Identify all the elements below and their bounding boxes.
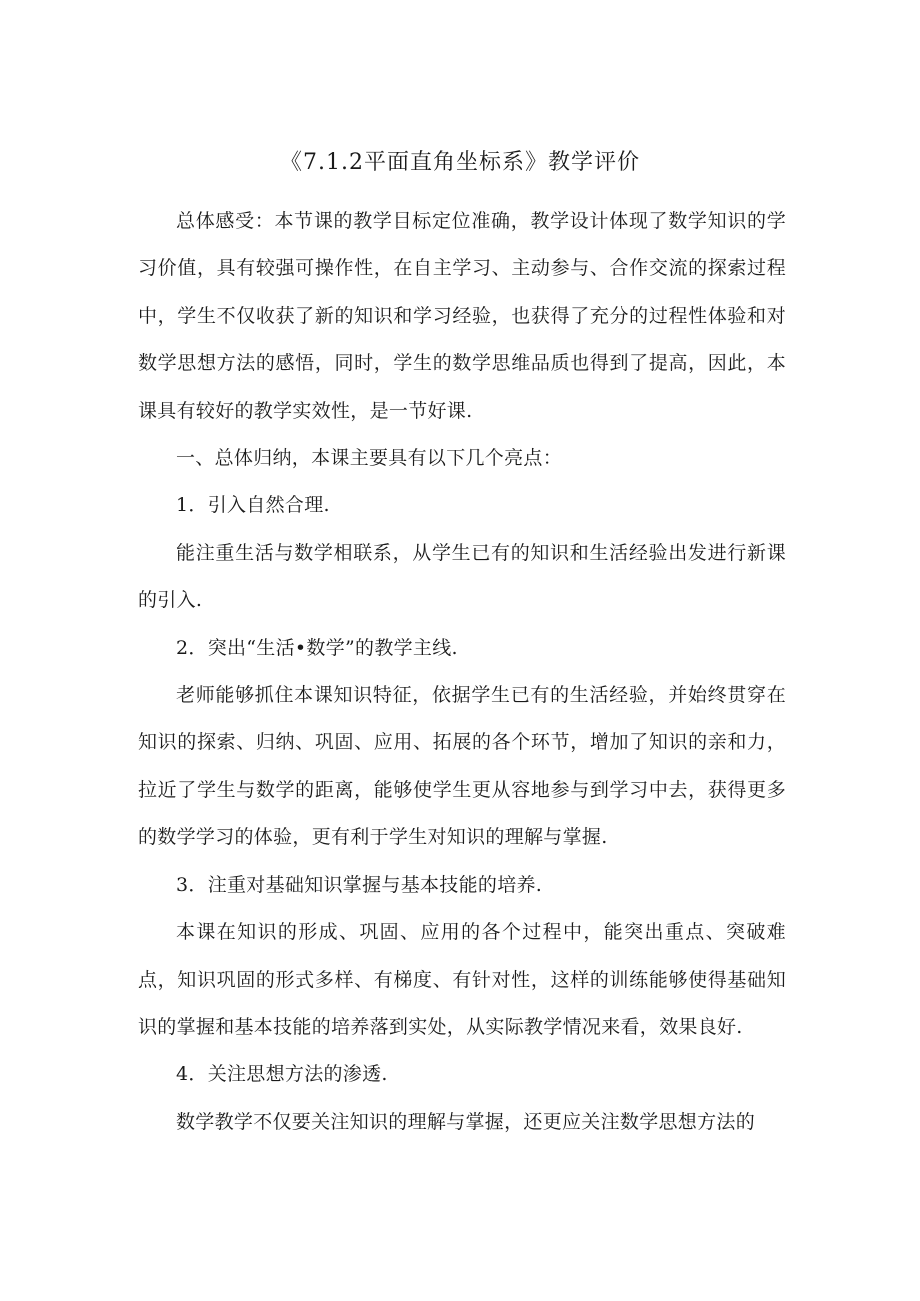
point-body-4: 数学教学不仅要关注知识的理解与掌握，还更应关注数学思想方法的 [176,1110,756,1133]
section-heading-highlights: 一、总体归纳，本课主要具有以下几个亮点： [176,447,563,470]
point-heading-1: 1．引入自然合理. [176,494,330,517]
point-body-1: 能注重生活与数学相联系，从学生已有的知识和生活经验出发进行新课的引入. [138,541,786,612]
point-body-2: 老师能够抓住本课知识特征，依据学生已有的生活经验，并始终贯穿在知识的探索、归纳、巩固、应用、拓展的各个环节，增加了知识的亲和力，拉近了学生与数学的距离，能够使学生更从容地参与到学习中去，获得更多的数学学习的体验，更有利于学生对知识的理解与掌握. [138,684,786,849]
document-title: 《7.1.2平面直角坐标系》教学评价 [280,150,640,175]
point-heading-3: 3．注重对基础知识掌握与基本技能的培养. [176,873,543,896]
point-heading-4: 4．关注思想方法的渗透. [176,1063,388,1086]
paragraph-overall-impression: 总体感受：本节课的教学目标定位准确，教学设计体现了数学知识的学习价值，具有较强可操作性，在自主学习、主动参与、合作交流的探索过程中，学生不仅收获了新的知识和学习经验，也获得了充分的过程性体验和对数学思想方法的感悟，同时，学生的数学思维品质也得到了提高，因此，本课具有较好的教学实效性，是一节好课. [138,210,786,422]
point-body-3: 本课在知识的形成、巩固、应用的各个过程中，能突出重点、突破难点，知识巩固的形式多样、有梯度、有针对性，这样的训练能够使得基础知识的掌握和基本技能的培养落到实处，从实际教学情况来看，效果良好. [138,921,786,1038]
point-heading-2: 2．突出“生活•数学”的教学主线. [176,636,458,659]
document-body [138,198,786,1146]
